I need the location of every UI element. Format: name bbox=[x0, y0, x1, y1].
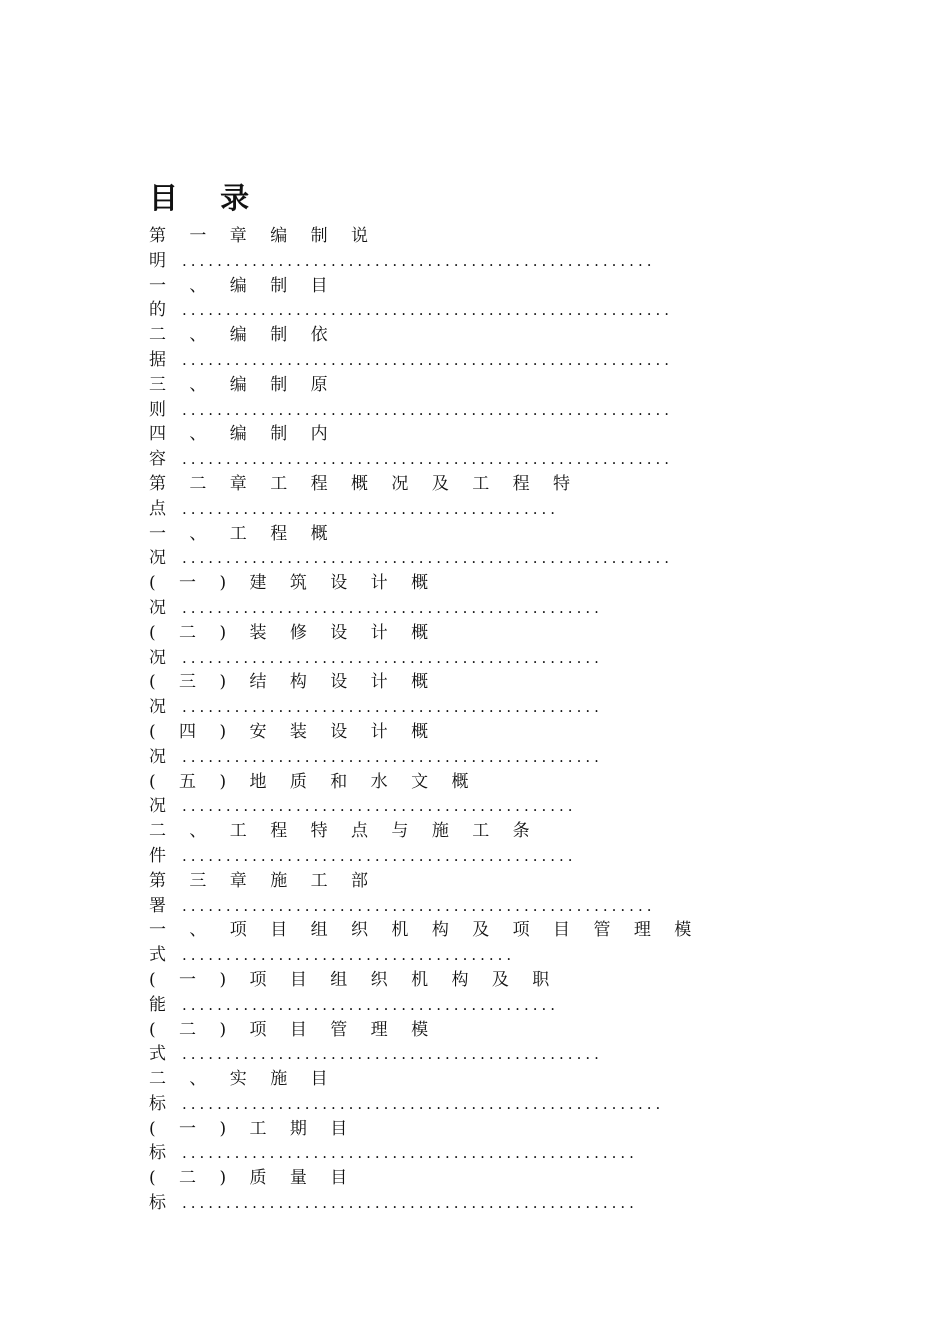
toc-entry-last-char: 况 bbox=[149, 597, 166, 618]
toc-leader-dots: ........................................................ bbox=[182, 450, 674, 469]
toc-entry-heading: 一 、 工 程 概 bbox=[149, 523, 337, 544]
toc-entry-tail-text bbox=[149, 1094, 664, 1114]
toc-entry-tail-text bbox=[149, 747, 603, 767]
toc-entry[interactable] bbox=[149, 422, 749, 472]
toc-entry[interactable] bbox=[149, 770, 749, 820]
toc-leader-dots: ....................................................... bbox=[182, 1094, 665, 1113]
toc-entry-tail bbox=[149, 894, 749, 919]
toc-entry-heading: ( 一 ) 工 期 目 bbox=[149, 1118, 357, 1139]
toc-entry-tail-text bbox=[149, 1044, 603, 1064]
toc-entry[interactable] bbox=[149, 869, 749, 919]
toc-leader-dots: ........................................... bbox=[182, 995, 560, 1014]
toc-entry-tail-text bbox=[149, 251, 655, 271]
toc-entry-tail bbox=[149, 298, 749, 323]
toc-entry-tail bbox=[149, 745, 749, 770]
toc-entry-tail bbox=[149, 1092, 749, 1117]
toc-entry-tail-text bbox=[149, 548, 673, 568]
toc-entry[interactable] bbox=[149, 571, 749, 621]
toc-entry-tail-text bbox=[149, 796, 577, 816]
toc-entry-heading: ( 三 ) 结 构 设 计 概 bbox=[149, 672, 438, 693]
toc-entry-last-char: 况 bbox=[149, 796, 166, 817]
toc-entry-tail-text bbox=[149, 1143, 638, 1163]
toc-entry-tail-text bbox=[149, 846, 577, 866]
toc-leader-dots: ........................................................ bbox=[182, 549, 674, 568]
toc-entry-tail bbox=[149, 546, 749, 571]
toc-entry[interactable] bbox=[149, 621, 749, 671]
toc-entry-heading: 二 、 工 程 特 点 与 施 工 条 bbox=[149, 821, 539, 842]
toc-entry[interactable] bbox=[149, 472, 749, 522]
toc-leader-dots: ...................................................... bbox=[182, 251, 656, 270]
toc-entry-tail bbox=[149, 1141, 749, 1166]
toc-leader-dots: ........................................................ bbox=[182, 400, 674, 419]
toc-entry-last-char: 式 bbox=[149, 1044, 166, 1065]
toc-entry-heading: ( 二 ) 装 修 设 计 概 bbox=[149, 622, 438, 643]
toc-entry[interactable] bbox=[149, 224, 749, 274]
toc-entry-tail-text bbox=[149, 648, 603, 668]
toc-entry-heading: 一 、 编 制 目 bbox=[149, 275, 337, 296]
toc-entry[interactable] bbox=[149, 1067, 749, 1117]
toc-leader-dots: ............................................. bbox=[182, 846, 577, 865]
toc-leader-dots: ................................................ bbox=[182, 648, 603, 667]
toc-leader-dots: .................................................... bbox=[182, 1144, 638, 1163]
toc-leader-dots: ................................................ bbox=[182, 698, 603, 717]
toc-entry-tail bbox=[149, 1042, 749, 1067]
toc-entry-heading: ( 一 ) 建 筑 设 计 概 bbox=[149, 573, 438, 594]
toc-entry-tail-text bbox=[149, 945, 515, 965]
toc-entry-tail bbox=[149, 497, 749, 522]
toc-entry-last-char: 况 bbox=[149, 697, 166, 718]
toc-entry-tail-text bbox=[149, 400, 673, 420]
toc-entry[interactable] bbox=[149, 968, 749, 1018]
toc-leader-dots: ............................................. bbox=[182, 797, 577, 816]
toc-entry-last-char: 况 bbox=[149, 647, 166, 668]
toc-entry[interactable] bbox=[149, 1166, 749, 1216]
toc-entry-last-char: 件 bbox=[149, 845, 166, 866]
toc-entry-last-char: 标 bbox=[149, 1093, 166, 1114]
toc-entry-last-char: 容 bbox=[149, 449, 166, 470]
toc-entry-tail-text bbox=[149, 300, 673, 320]
toc-entry[interactable] bbox=[149, 819, 749, 869]
toc-entry-tail-text bbox=[149, 598, 603, 618]
toc-entry-heading: 第 一 章 编 制 说 bbox=[149, 226, 378, 246]
toc-entry-last-char: 的 bbox=[149, 300, 166, 321]
toc-entry-heading: 二 、 实 施 目 bbox=[149, 1069, 337, 1090]
toc-entry-tail-text bbox=[149, 449, 673, 469]
toc-entry-heading: 四 、 编 制 内 bbox=[149, 424, 337, 445]
toc-entry-heading: 二 、 编 制 依 bbox=[149, 325, 337, 346]
toc-entry-tail-text bbox=[149, 1193, 638, 1213]
toc-entry-tail bbox=[149, 943, 749, 968]
toc-entry-tail-text bbox=[149, 350, 673, 370]
toc-entry-tail bbox=[149, 646, 749, 671]
toc-entry-heading: ( 二 ) 质 量 目 bbox=[149, 1168, 357, 1189]
toc-entry-last-char: 标 bbox=[149, 1193, 166, 1214]
toc-entry-last-char: 能 bbox=[149, 994, 166, 1015]
toc-entry-heading: 第 二 章 工 程 概 况 及 工 程 特 bbox=[149, 473, 580, 494]
toc-entry-tail bbox=[149, 993, 749, 1018]
toc-entry[interactable] bbox=[149, 720, 749, 770]
toc-entry[interactable] bbox=[149, 1018, 749, 1068]
toc-entry-heading: ( 五 ) 地 质 和 水 文 概 bbox=[149, 771, 478, 792]
toc-leader-dots: ................................................ bbox=[182, 1045, 603, 1064]
toc-entry-heading: ( 二 ) 项 目 管 理 模 bbox=[149, 1019, 438, 1040]
toc-leader-dots: ........................................................ bbox=[182, 301, 674, 320]
toc-leader-dots: ........................................... bbox=[182, 499, 560, 518]
toc-entry-heading: ( 一 ) 项 目 组 织 机 构 及 职 bbox=[149, 969, 559, 990]
toc-entry-tail bbox=[149, 794, 749, 819]
toc-entry-tail bbox=[149, 844, 749, 869]
toc-entry[interactable] bbox=[149, 323, 749, 373]
toc-entry[interactable] bbox=[149, 670, 749, 720]
toc-entry[interactable] bbox=[149, 274, 749, 324]
toc-leader-dots: ........................................................ bbox=[182, 350, 674, 369]
toc-entry-tail bbox=[149, 447, 749, 472]
table-of-contents bbox=[149, 224, 749, 1216]
toc-entry[interactable] bbox=[149, 918, 749, 968]
toc-entry-tail-text bbox=[149, 896, 655, 916]
toc-entry-tail bbox=[149, 1191, 749, 1216]
toc-entry-tail bbox=[149, 249, 749, 274]
toc-leader-dots: ...................................... bbox=[182, 946, 516, 965]
toc-leader-dots: ...................................................... bbox=[182, 896, 656, 915]
toc-entry-last-char: 则 bbox=[149, 399, 166, 420]
toc-entry-last-char: 况 bbox=[149, 548, 166, 569]
toc-entry-tail bbox=[149, 695, 749, 720]
toc-entry-heading: 一 、 项 目 组 织 机 构 及 项 目 管 理 模 bbox=[149, 920, 701, 941]
toc-entry-last-char: 据 bbox=[149, 349, 166, 370]
toc-entry-last-char: 况 bbox=[149, 746, 166, 767]
toc-entry-last-char: 明 bbox=[149, 250, 166, 271]
toc-entry-last-char: 式 bbox=[149, 945, 166, 966]
toc-entry-tail-text bbox=[149, 499, 559, 519]
toc-entry-tail bbox=[149, 596, 749, 621]
toc-entry-last-char: 标 bbox=[149, 1143, 166, 1164]
toc-entry[interactable] bbox=[149, 1117, 749, 1167]
toc-entry-last-char: 点 bbox=[149, 498, 166, 519]
toc-entry-tail bbox=[149, 348, 749, 373]
toc-leader-dots: ................................................ bbox=[182, 747, 603, 766]
toc-title: 目 录 bbox=[149, 181, 266, 215]
toc-entry-heading: ( 四 ) 安 装 设 计 概 bbox=[149, 721, 438, 742]
toc-entry-tail-text bbox=[149, 995, 559, 1015]
toc-entry-heading: 第 三 章 施 工 部 bbox=[149, 870, 378, 891]
toc-entry-tail-text bbox=[149, 697, 603, 717]
toc-entry[interactable] bbox=[149, 373, 749, 423]
toc-entry-heading: 三 、 编 制 原 bbox=[149, 374, 337, 395]
toc-entry-last-char: 署 bbox=[149, 895, 166, 916]
toc-entry[interactable] bbox=[149, 522, 749, 572]
toc-leader-dots: .................................................... bbox=[182, 1194, 638, 1213]
toc-entry-tail bbox=[149, 398, 749, 423]
toc-leader-dots: ................................................ bbox=[182, 598, 603, 617]
